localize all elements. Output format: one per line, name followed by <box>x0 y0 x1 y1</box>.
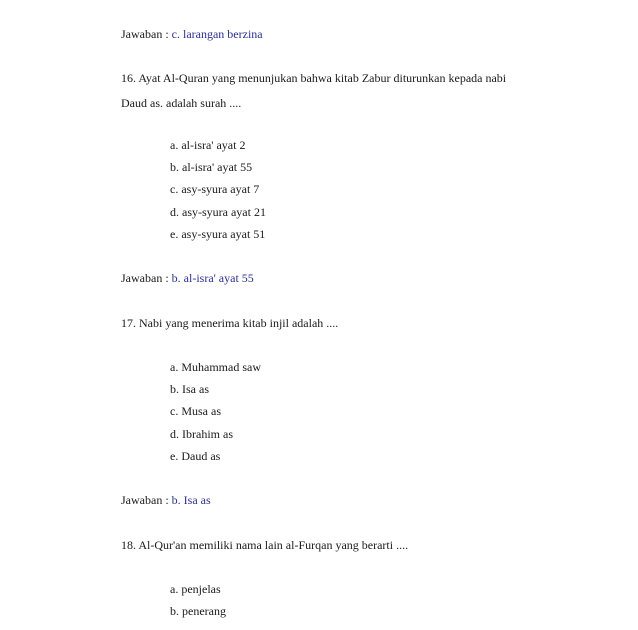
answer-label: Jawaban : <box>121 27 169 41</box>
question-18-line-1: 18. Al-Qur'an memiliki nama lain al-Furqan yang berarti .... <box>121 538 409 552</box>
answer-label: Jawaban : <box>121 271 169 285</box>
question-16-line-1: 16. Ayat Al-Quran yang menunjukan bahwa kitab Zabur diturunkan kepada nabi <box>121 71 507 85</box>
question-18-option-b: b. penerang <box>170 604 226 618</box>
question-17-option-c: c. Musa as <box>170 404 221 418</box>
question-16-option-c: c. asy-syura ayat 7 <box>170 182 260 196</box>
question-17-option-e: e. Daud as <box>170 449 221 463</box>
question-17-option-a: a. Muhammad saw <box>170 360 261 374</box>
answer-line <box>121 27 263 41</box>
question-18-option-a: a. penjelas <box>170 582 221 596</box>
answer-value: b. Isa as <box>171 493 211 507</box>
answer-label: Jawaban : <box>121 493 169 507</box>
question-16-option-b: b. al-isra' ayat 55 <box>170 160 253 174</box>
question-16-answer-line <box>121 271 254 285</box>
answer-value: b. al-isra' ayat 55 <box>171 271 254 285</box>
question-17-answer-line <box>121 493 211 507</box>
answer-value: c. larangan berzina <box>171 27 263 41</box>
question-16-option-a: a. al-isra' ayat 2 <box>170 138 246 152</box>
question-17-option-d: d. Ibrahim as <box>170 427 233 441</box>
question-16-option-d: d. asy-syura ayat 21 <box>170 205 266 219</box>
question-16-option-e: e. asy-syura ayat 51 <box>170 227 266 241</box>
question-17-option-b: b. Isa as <box>170 382 209 396</box>
question-17-line-1: 17. Nabi yang menerima kitab injil adalah .... <box>121 316 339 330</box>
question-16-line-2: Daud as. adalah surah .... <box>121 96 242 110</box>
